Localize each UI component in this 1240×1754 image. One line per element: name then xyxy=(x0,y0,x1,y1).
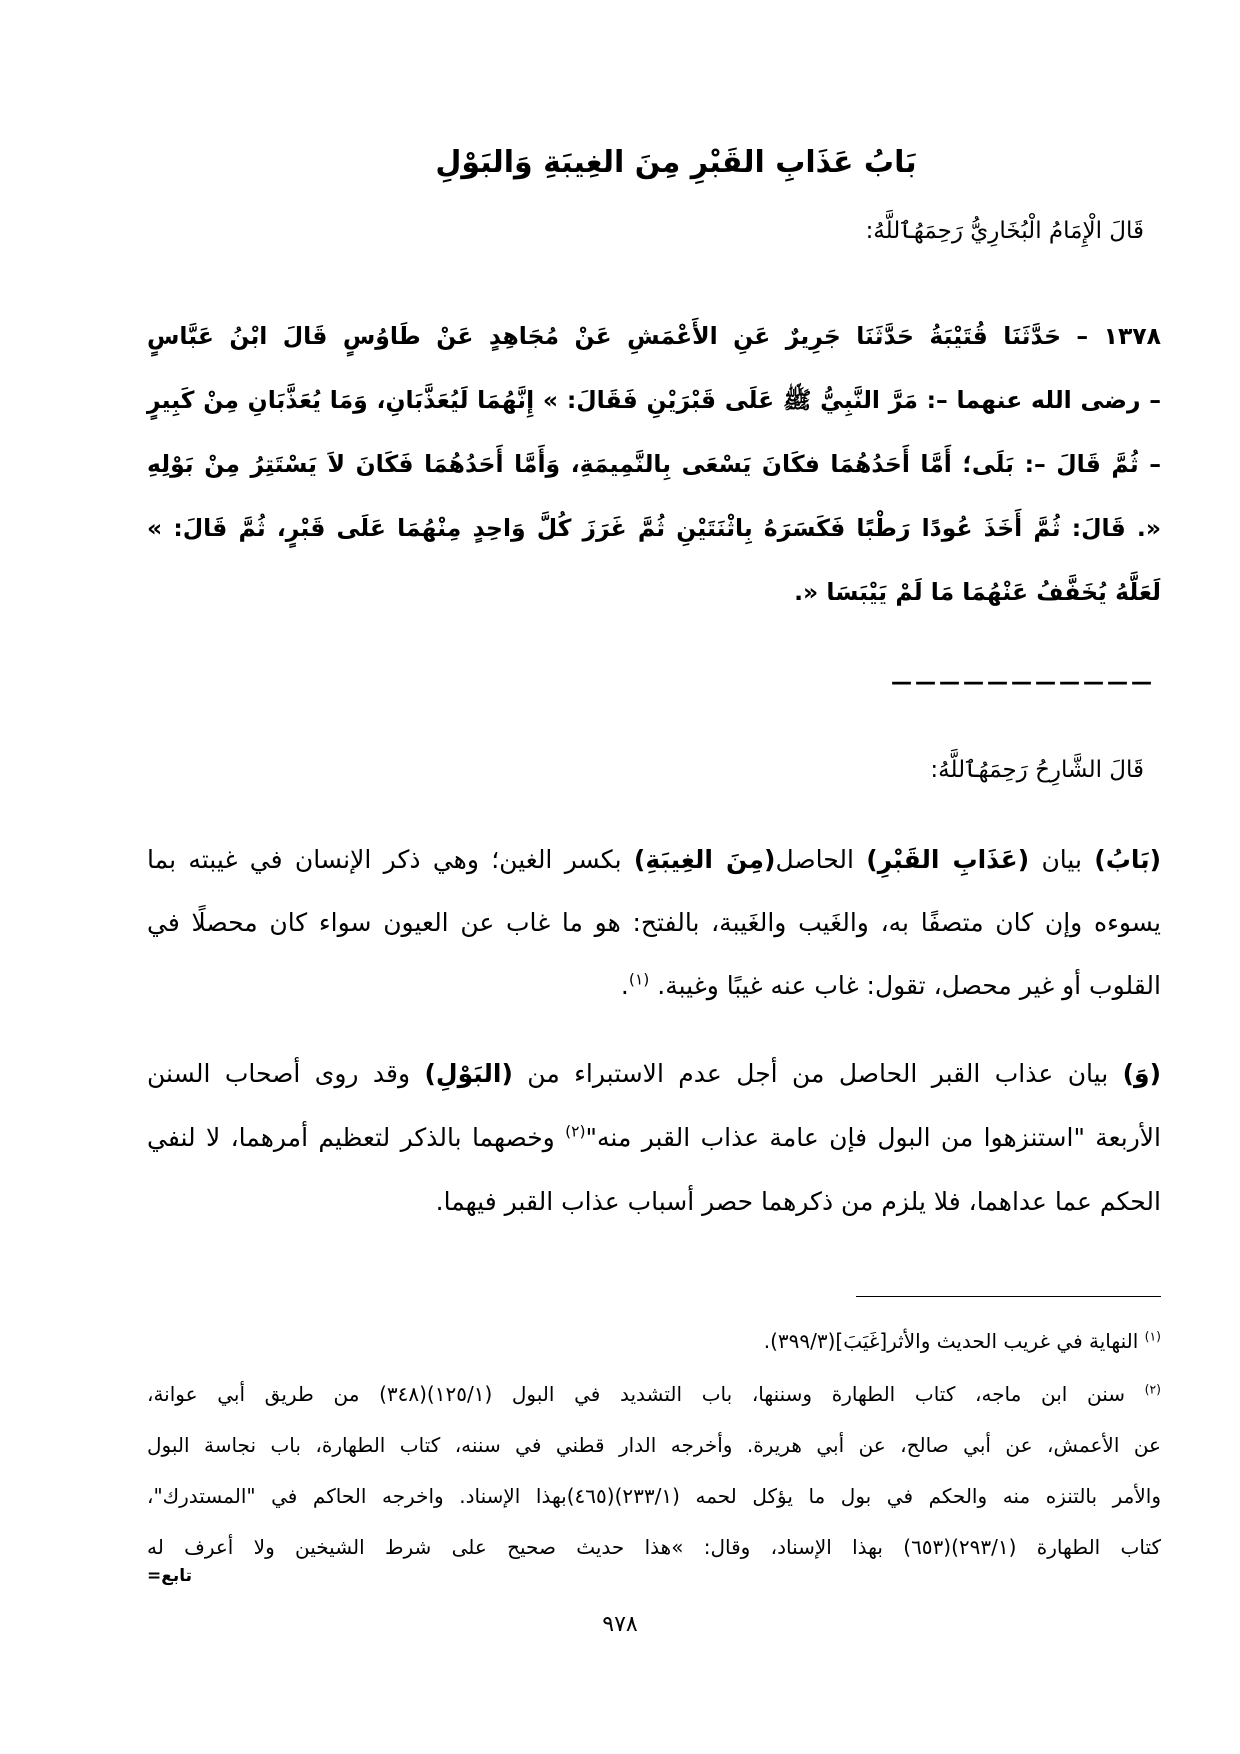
footnote-line: والأمر بالتنزه منه والحكم في بول ما يؤكل لحمه (٢٣٣/١)(٤٦٥)بهذا الإسناد. واخرجه الحاكم في "المستدرك"، xyxy=(147,1484,1162,1508)
footnote-marker: (٢) xyxy=(1144,1381,1162,1397)
quote-mark: » xyxy=(803,578,819,606)
hadith-line: لَعَلَّهُ يُخَفَّفُ عَنْهُمَا مَا لَمْ يَيْبَسَا ». xyxy=(794,578,1161,606)
continued-marker: تابع= xyxy=(147,1566,193,1586)
commentary-paragraph xyxy=(147,828,1161,1017)
text-segment: الأربعة "استنزهوا من البول فإن عامة عذاب القبر منه" xyxy=(585,1123,1161,1152)
section-separator: ——————————— xyxy=(891,670,1155,694)
commentary-paragraph xyxy=(147,1042,1161,1234)
text-segment: بيان xyxy=(1029,845,1095,874)
hadith-line: – ثُمَّ قَالَ –: بَلَى؛ أَمَّا أَحَدُهُمَا فكَانَ يَسْعَى بِالنَّمِيمَةِ، وَأَمَّا أَحَدُهُمَا فَكَانَ لاَ يَسْتَتِرُ مِنْ بَوْلِهِ xyxy=(147,450,1161,478)
text-segment: القلوب أو غير محصل، تقول: غاب عنه غيبًا وغيبة. xyxy=(649,971,1161,1000)
bold-term: (بَابُ) xyxy=(1094,845,1162,874)
text-segment: الحاصل xyxy=(775,845,867,874)
bold-term: (البَوْلِ) xyxy=(424,1059,513,1088)
footnote-divider xyxy=(856,1296,1161,1297)
bold-term: (وَ) xyxy=(1122,1059,1162,1088)
quote-mark: « xyxy=(671,1535,684,1559)
hadith-line: ١٣٧٨ – حَدَّثَنَا قُتَيْبَةُ حَدَّثَنَا جَرِيرٌ عَنِ الأَعْمَشِ عَنْ مُجَاهِدٍ عَنْ طَاوُسٍ قَالَ ابْنُ عَبَّاسٍ xyxy=(147,322,1161,350)
commentary-line xyxy=(147,954,1161,1017)
quote-mark: « xyxy=(542,386,559,414)
commentary-line: يسوءه وإن كان متصفًا به، والغَيب والغَيبة، بالفتح: هو ما غاب عن العيون سواء كان محصلًا في xyxy=(147,908,1161,937)
text-segment: وخصهما بالذكر لتعظيم أمرهما، لا لنفي xyxy=(147,1123,566,1152)
bold-term: (مِنَ الغِيبَةِ) xyxy=(633,845,776,874)
hadith-line: – رضى الله عنهما –: مَرَّ النَّبِيُّ ﷺ عَلَى قَبْرَيْنِ فَقَالَ: « إِنَّهُمَا لَيُعَذَّبَانِ، وَمَا يُعَذَّبَانِ مِنْ كَبِيرٍ xyxy=(147,386,1162,414)
footnote-line xyxy=(147,1316,1161,1367)
text-segment: . xyxy=(620,971,629,1000)
footnote-text: النهاية في غريب الحديث والأثر[غَيَبَ](٣٩٩/٣). xyxy=(763,1329,1139,1353)
footnote-2 xyxy=(147,1369,1161,1573)
footnote-line: كتاب الطهارة (٢٩٣/١)(٦٥٣) بهذا الإسناد، وقال: «هذا حديث صحيح على شرط الشيخين ولا أعرف له xyxy=(147,1535,1161,1559)
hadith-line: ». قَالَ: ثُمَّ أَخَذَ عُودًا رَطْبًا فَكَسَرَهُ بِاثْنَتَيْنِ ثُمَّ غَرَزَ كُلَّ وَاحِدٍ مِنْهُمَا عَلَى قَبْرٍ، ثُمَّ قَالَ: « xyxy=(147,514,1161,542)
commentary-line xyxy=(147,1042,1161,1106)
commentary-line: الحكم عما عداهما، فلا يلزم من ذكرهما حصر أسباب عذاب القبر فيهما. xyxy=(435,1187,1161,1216)
page-number: ٩٧٨ xyxy=(602,1612,638,1637)
commentary-line xyxy=(147,828,1161,891)
hadith-text xyxy=(147,304,1161,624)
footnote-ref: (٢) xyxy=(565,1122,586,1141)
text-segment: وقد روى أصحاب السنن xyxy=(147,1059,425,1088)
imam-intro-line: قَالَ الْإِمَامُ الْبُخَارِيُّ رَحِمَهُٱللَّهُ: xyxy=(865,218,1144,244)
footnote-1 xyxy=(147,1316,1161,1367)
footnote-ref: (١) xyxy=(628,970,650,989)
footnote-line: عن الأعمش، عن أبي صالح، عن أبي هريرة. وأخرجه الدار قطني في سننه، كتاب الطهارة، باب نجاسة البول xyxy=(147,1433,1161,1457)
footnote-line xyxy=(147,1369,1161,1420)
quote-mark: » xyxy=(1145,514,1161,542)
chapter-title: بَابُ عَذَابِ القَبْرِ مِنَ الغِيبَةِ وَالبَوْلِ xyxy=(435,145,917,180)
footnote-text: سنن ابن ماجه، كتاب الطهارة وسننها، باب التشديد في البول (١٢٥/١)(٣٤٨) من طريق أبي عوانة، xyxy=(147,1382,1126,1406)
commentary-line xyxy=(147,1106,1161,1170)
commentary-intro-line: قَالَ الشَّارِحُ رَحِمَهُٱللَّهُ: xyxy=(930,757,1144,783)
text-segment: بكسر الغين؛ وهي ذكر الإنسان في غيبته بما xyxy=(147,845,634,874)
footnote-marker: (١) xyxy=(1144,1328,1161,1344)
bold-term: (عَذَابِ القَبْرِ) xyxy=(866,845,1030,874)
text-segment: بيان عذاب القبر الحاصل من أجل عدم الاستبراء من xyxy=(512,1059,1123,1088)
quote-mark: « xyxy=(147,514,163,542)
